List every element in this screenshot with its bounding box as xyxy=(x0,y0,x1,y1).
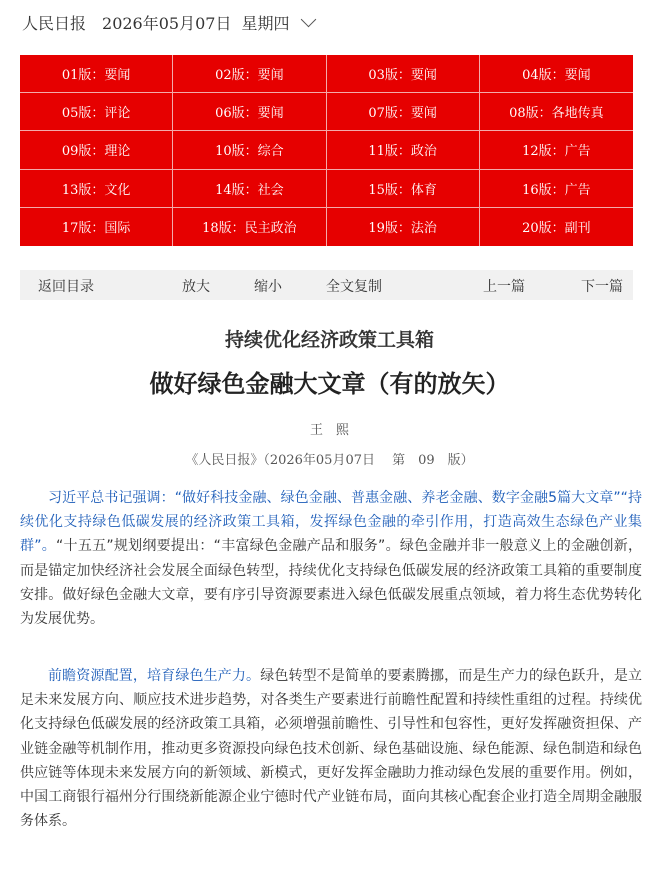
paragraph-text: “十五五”规划纲要提出：“丰富绿色金融产品和服务”。绿色金融并非一般意义上的金融创新，而是锚定加快经济社会发展全面绿色转型，持续优化支持绿色低碳发展的经济政策工具箱的重要制度安排。做好绿色金融大文章，要有序引导资源要素进入绿色低碳发展重点领域，着力将生态优势转化为发展优势。 xyxy=(20,538,642,628)
page-link-16[interactable]: 16版：广告 xyxy=(480,170,633,208)
page-link-15[interactable]: 15版：体育 xyxy=(327,170,480,208)
page-link-14[interactable]: 14版：社会 xyxy=(173,170,326,208)
top-bar xyxy=(22,8,314,36)
next-article-link[interactable]: 下一篇 xyxy=(581,279,623,295)
prev-article-link[interactable]: 上一篇 xyxy=(483,279,525,295)
page-link-04[interactable]: 04版：要闻 xyxy=(480,55,633,93)
page-link-05[interactable]: 05版：评论 xyxy=(20,93,173,131)
quote-highlight: 习近平总书记强调：“做好科技金融、绿色金融、普惠金融、养老金融、数字金融5篇大文章”“持续优化支持绿色低碳发展的经济政策工具箱，发挥绿色金融的牵引作用，打造高效生态绿色产业集群”。 xyxy=(20,490,642,555)
copy-all-button[interactable]: 全文复制 xyxy=(326,279,382,295)
article-paragraph xyxy=(20,486,642,631)
page-link-13[interactable]: 13版：文化 xyxy=(20,170,173,208)
page-link-12[interactable]: 12版：广告 xyxy=(480,131,633,169)
back-to-index-link[interactable]: 返回目录 xyxy=(38,279,94,295)
issue-date: 2026年05月07日 xyxy=(102,13,232,33)
paragraph-text: 绿色转型不是简单的要素腾挪，而是生产力的绿色跃升，是立足未来发展方向、顺应技术进步趋势，对各类生产要素进行前瞻性配置和持续性重组的过程。持续优化支持绿色低碳发展的经济政策工具箱，必须增强前瞻性、引导性和包容性，更好发挥融资担保、产业链金融等机制作用，推动更多资源投向绿色技术创新、绿色基础设施、绿色能源、绿色制造和绿色供应链等体现未来发展方向的新领域、新模式，更好发挥金融助力推动绿色发展的重要作用。例如，中国工商银行福州分行围绕新能源企业宁德时代产业链布局，面向其核心配套企业打造全周期金融服务体系。 xyxy=(20,668,643,830)
page-link-01[interactable]: 01版：要闻 xyxy=(20,55,173,93)
article-toolbar xyxy=(20,270,633,300)
page-link-09[interactable]: 09版：理论 xyxy=(20,131,173,169)
page-link-11[interactable]: 11版：政治 xyxy=(327,131,480,169)
page-link-10[interactable]: 10版：综合 xyxy=(173,131,326,169)
page-link-20[interactable]: 20版：副刊 xyxy=(522,221,591,237)
chevron-down-icon[interactable] xyxy=(301,11,317,27)
page-link-02[interactable]: 02版：要闻 xyxy=(173,55,326,93)
page-link-19[interactable]: 19版：法治 xyxy=(327,208,480,246)
page-link-03[interactable]: 03版：要闻 xyxy=(327,55,480,93)
zoom-in-button[interactable]: 放大 xyxy=(182,279,210,295)
zoom-out-button[interactable]: 缩小 xyxy=(254,279,282,295)
page-link-17[interactable]: 17版：国际 xyxy=(20,208,173,246)
page-link-06[interactable]: 06版：要闻 xyxy=(173,93,326,131)
section-heading-highlight: 前瞻资源配置，培育绿色生产力。 xyxy=(48,668,261,684)
page-link-07[interactable]: 07版：要闻 xyxy=(327,93,480,131)
article-subtitle: 持续优化经济政策工具箱 xyxy=(224,329,434,351)
page-link-18[interactable]: 18版：民主政治 xyxy=(173,208,326,246)
article-author: 王 熙 xyxy=(309,423,349,438)
issue-weekday: 星期四 xyxy=(241,13,290,33)
article-title: 做好绿色金融大文章（有的放矢） xyxy=(149,370,510,398)
article-paragraph xyxy=(20,664,642,833)
article-source: 《人民日报》（2026年05月07日 第 09 版） xyxy=(185,453,474,468)
page-index-grid xyxy=(20,55,633,246)
paper-name: 人民日报 xyxy=(22,13,87,33)
page-link-08[interactable]: 08版：各地传真 xyxy=(480,93,633,131)
